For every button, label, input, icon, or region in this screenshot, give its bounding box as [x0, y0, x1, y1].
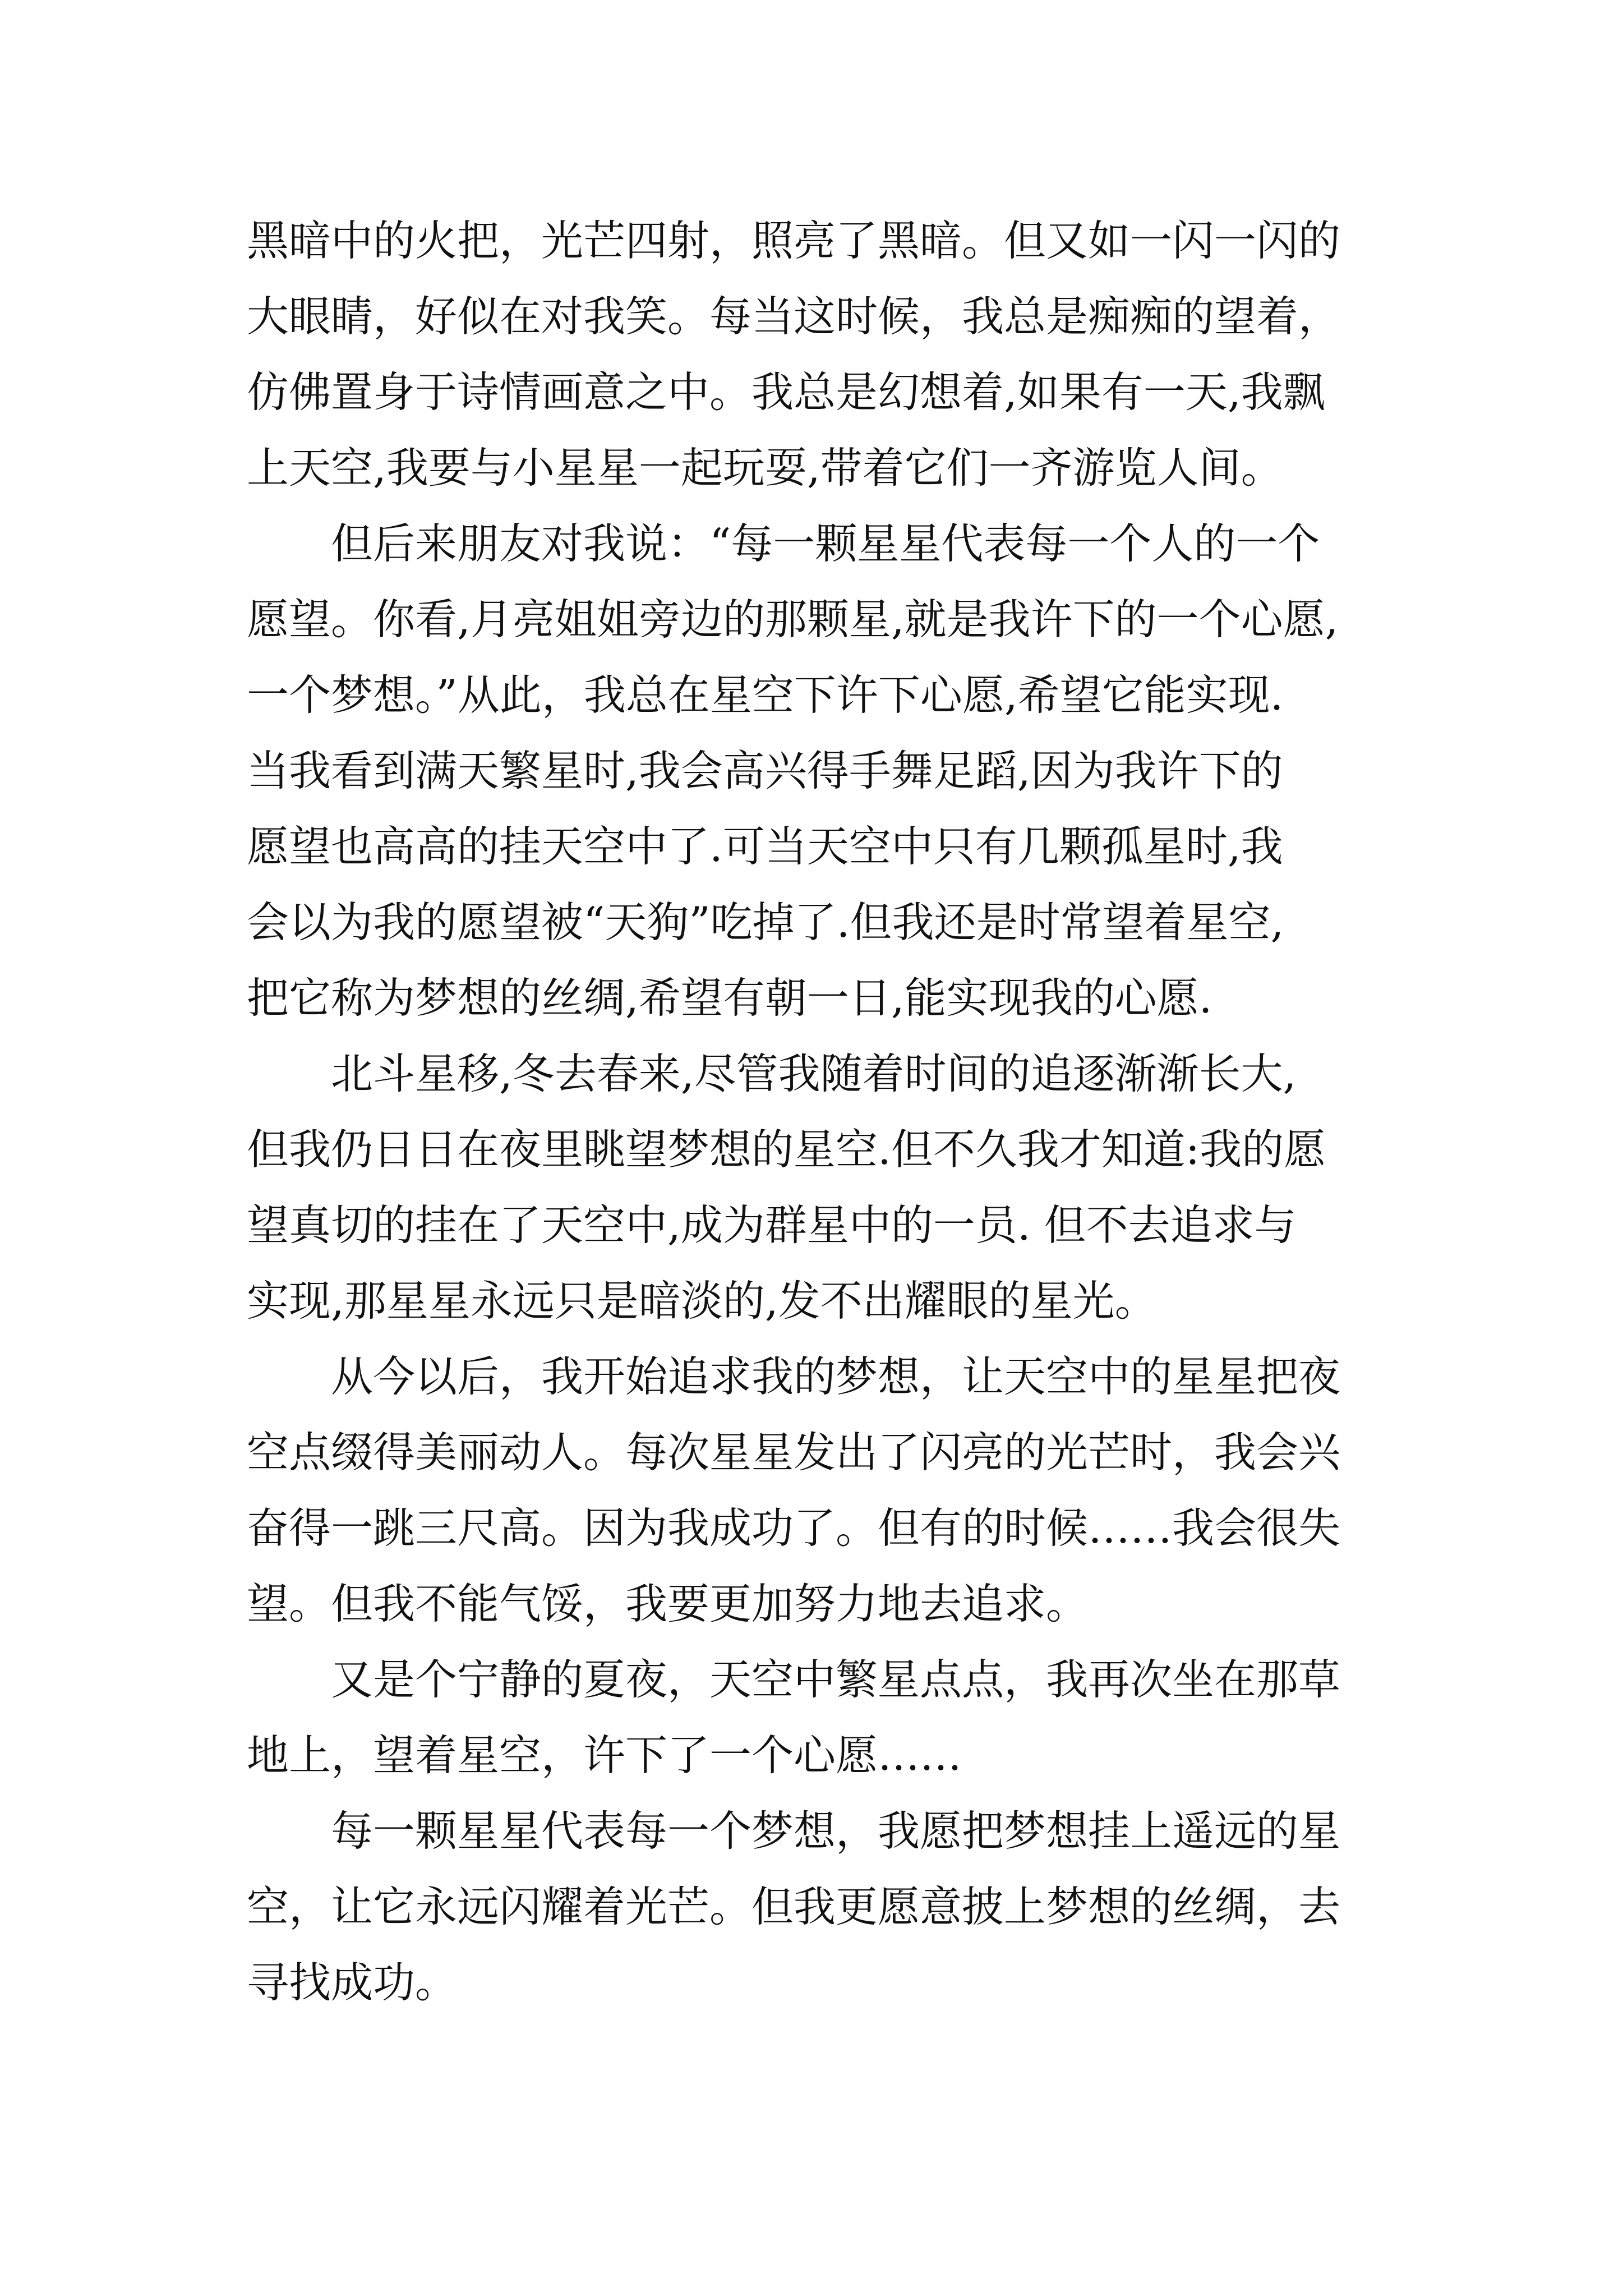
text-line: 地上，望着星空，许下了一个心愿…… [247, 1731, 962, 1780]
text-line: 黑暗中的火把，光芒四射，照亮了黑暗。但又如一闪一闪的 [247, 216, 1341, 265]
body-text [247, 203, 1402, 2021]
text-line: 奋得一跳三尺高。因为我成功了。但有的时候……我会很失 [247, 1503, 1341, 1553]
text-line: 当我看到满天繁星时,我会高兴得手舞足蹈,因为我许下的 [247, 746, 1283, 795]
text-line: 又是个宁静的夏夜，天空中繁星点点，我再次坐在那草 [247, 1655, 1341, 1704]
text-line: 望。但我不能气馁，我要更加努力地去追求。 [247, 1579, 1089, 1628]
text-line: 实现,那星星永远只是暗淡的,发不出耀眼的星光。 [247, 1276, 1157, 1326]
text-line: 空，让它永远闪耀着光芒。但我更愿意披上梦想的丝绸，去 [247, 1882, 1341, 1931]
text-line: 但我仍日日在夜里眺望梦想的星空.但不久我才知道:我的愿 [247, 1125, 1326, 1174]
text-line: 北斗星移,冬去春来,尽管我随着时间的追逐渐渐长大, [247, 1049, 1297, 1098]
text-line: 望真切的挂在了天空中,成为群星中的一员. 但不去追求与 [247, 1200, 1297, 1250]
text-line: 会以为我的愿望被“天狗”吃掉了.但我还是时常望着星空, [247, 898, 1284, 947]
text-line: 但后来朋友对我说：“每一颗星星代表每一个人的一个 [247, 519, 1320, 568]
text-line: 仿佛置身于诗情画意之中。我总是幻想着,如果有一天,我飘 [247, 367, 1325, 417]
text-line: 上天空,我要与小星星一起玩耍,带着它们一齐游览人间。 [247, 443, 1283, 493]
text-line: 空点缀得美丽动人。每次星星发出了闪亮的光芒时，我会兴 [247, 1428, 1341, 1477]
text-line: 把它称为梦想的丝绸,希望有朝一日,能实现我的心愿. [247, 973, 1212, 1023]
text-line: 一个梦想。”从此，我总在星空下许下心愿,希望它能实现. [247, 670, 1284, 720]
text-line: 愿望也高高的挂天空中了.可当天空中只有几颗孤星时,我 [247, 822, 1283, 871]
text-line: 寻找成功。 [247, 1958, 458, 2007]
text-line: 从今以后，我开始追求我的梦想，让天空中的星星把夜 [247, 1352, 1341, 1401]
text-line: 愿望。你看,月亮姐姐旁边的那颗星,就是我许下的一个心愿, [247, 595, 1339, 644]
text-line: 大眼睛，好似在对我笑。每当这时候，我总是痴痴的望着， [247, 292, 1341, 341]
text-line: 每一颗星星代表每一个梦想，我愿把梦想挂上遥远的星 [247, 1806, 1341, 1856]
